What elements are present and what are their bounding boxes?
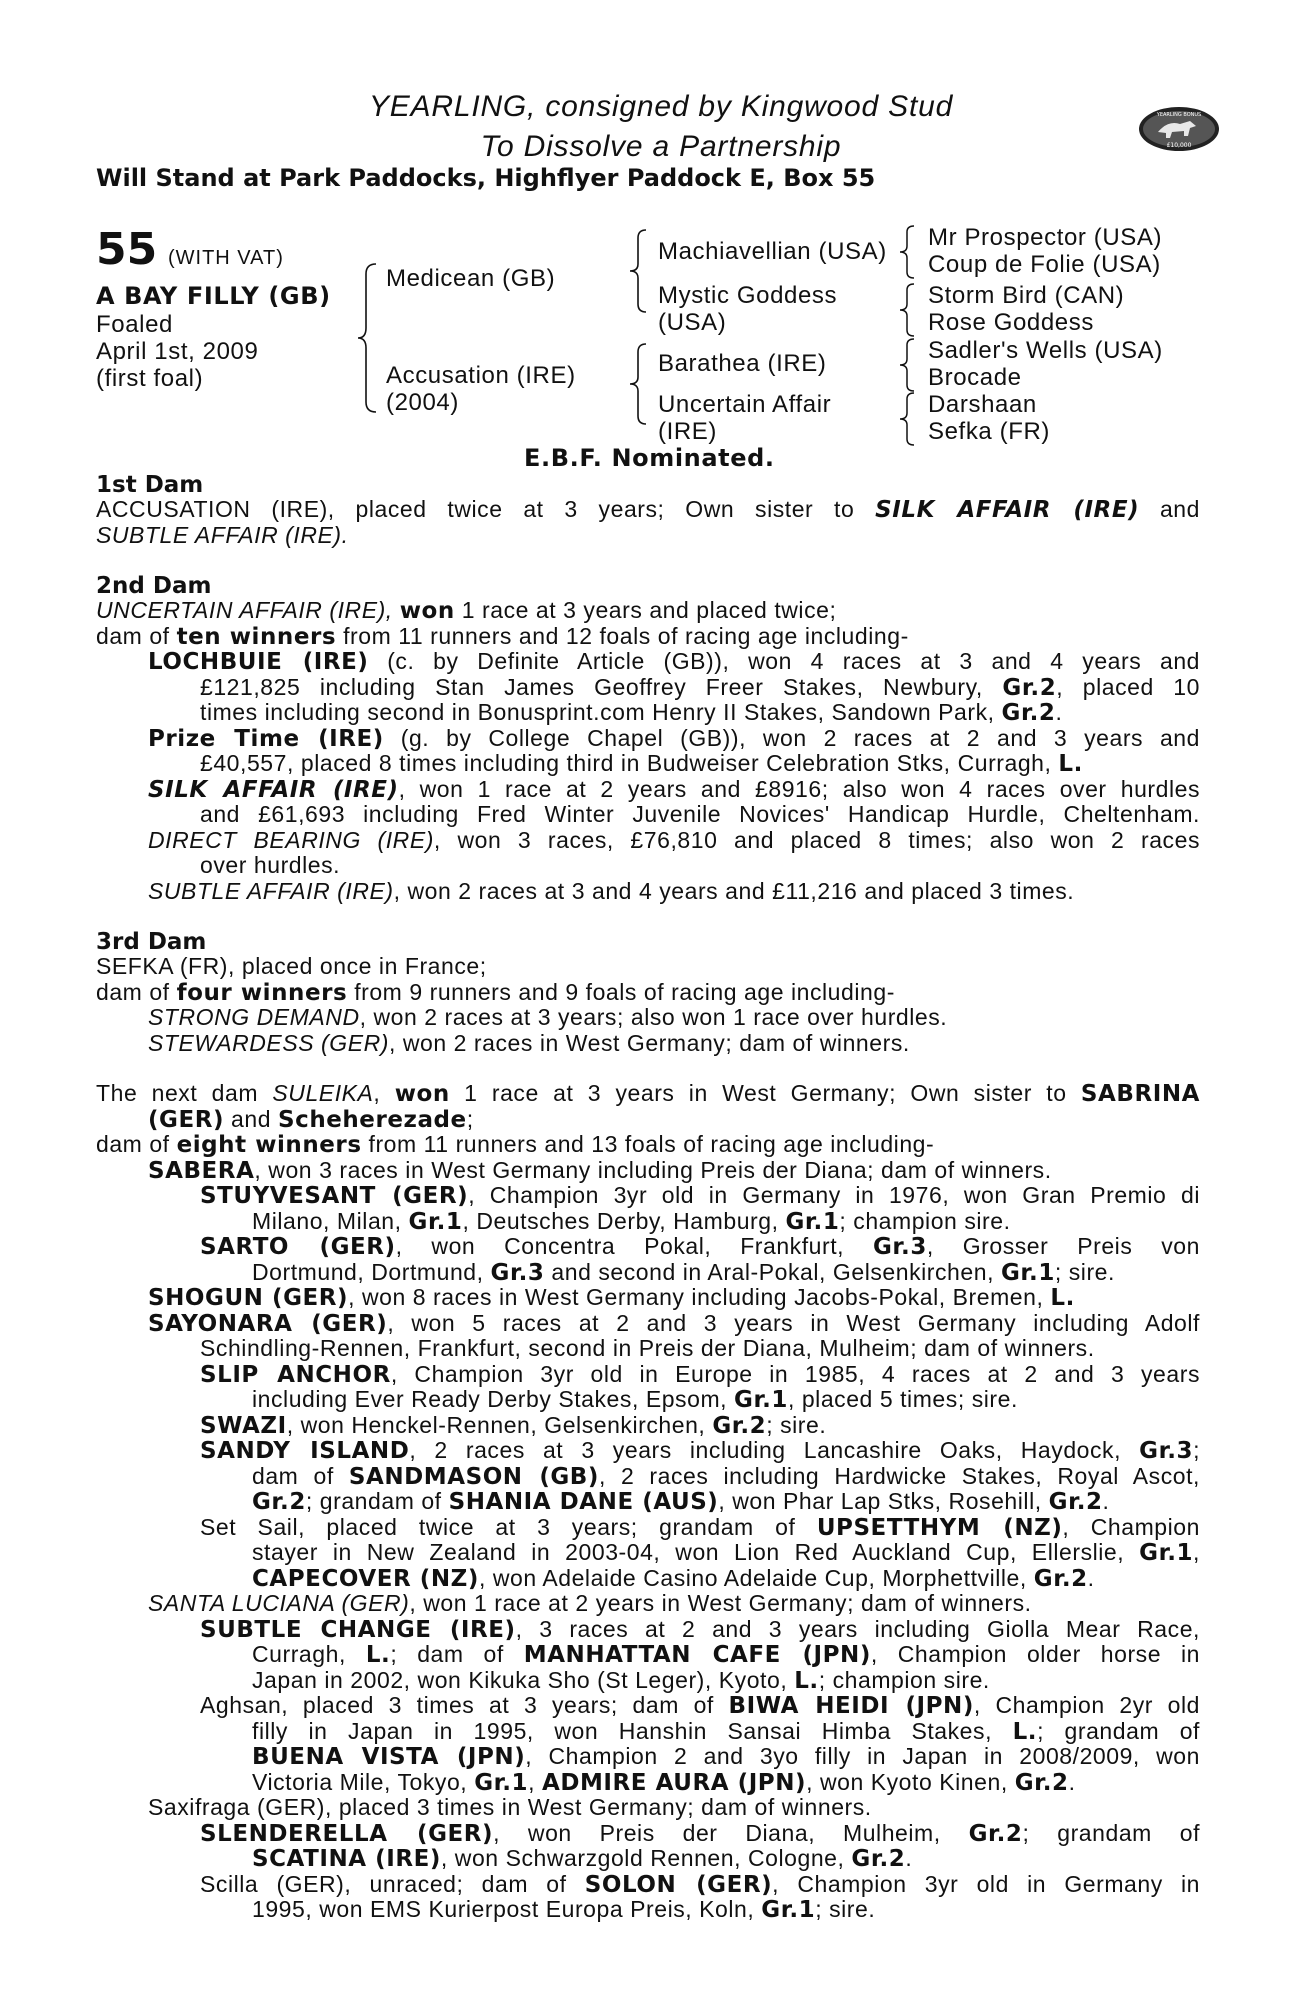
sire: Medicean (GB) (386, 265, 556, 292)
lot-name: A BAY FILLY (GB) (96, 282, 331, 310)
next-dam-line: The next dam SULEIKA, won 1 race at 3 years in West Germany; Own sister to SABRINA (96, 1080, 1200, 1107)
next-dam-line: SANDY ISLAND, 2 races at 3 years including Lancashire Oaks, Haydock, Gr.3; (200, 1437, 1201, 1464)
sire-dam-country: (USA) (658, 309, 727, 336)
sire-dam-dam: Rose Goddess (928, 309, 1094, 336)
next-dam-line: Gr.2; grandam of SHANIA DANE (AUS), won Phar Lap Stks, Rosehill, Gr.2. (252, 1488, 1110, 1515)
dam-sire-sire: Sadler's Wells (USA) (928, 337, 1163, 364)
third-dam-line: STEWARDESS (GER), won 2 races in West Germany; dam of winners. (148, 1029, 910, 1056)
vat-note: (WITH VAT) (168, 247, 284, 269)
dam-dam-country: (IRE) (658, 418, 717, 445)
next-dam-line: SWAZI, won Henckel-Rennen, Gelsenkirchen, Gr.2; sire. (200, 1411, 827, 1439)
next-dam-line: (GER) and Scheherezade; (148, 1105, 474, 1133)
next-dam-line: filly in Japan in 1995, won Hanshin Sansai Himba Stakes, L.; grandam of (252, 1717, 1200, 1745)
pedigree-brace-dam (628, 342, 650, 426)
dam-sire-dam: Brocade (928, 364, 1022, 391)
next-dam-line: Scilla (GER), unraced; dam of SOLON (GER), Champion 3yr old in Germany in (200, 1870, 1200, 1898)
third-dam-title: 3rd Dam (96, 929, 207, 955)
sire-sire-dam: Coup de Folie (USA) (928, 251, 1161, 278)
badge-bottom-text: £10,000 (1166, 142, 1192, 149)
next-dam-line: SCATINA (IRE), won Schwarzgold Rennen, Cologne, Gr.2. (252, 1845, 913, 1872)
next-dam-line: SLIP ANCHOR, Champion 3yr old in Europe in 1985, 4 races at 2 and 3 years (200, 1360, 1201, 1388)
next-dam-line: BUENA VISTA (JPN), Champion 2 and 3yo filly in Japan in 2008/2009, won (252, 1743, 1200, 1770)
sire-dam-sire: Storm Bird (CAN) (928, 282, 1125, 309)
second-dam-line: over hurdles. (200, 852, 341, 878)
ebf-nomination: E.B.F. Nominated. (524, 444, 775, 472)
first-dam-line: ACCUSATION (IRE), placed twice at 3 years; Own sister to SILK AFFAIR (IRE) and (96, 496, 1200, 523)
second-dam-section (96, 598, 1200, 904)
next-dam-line: STUYVESANT (GER), Champion 3yr old in Germany in 1976, won Gran Premio di (200, 1182, 1200, 1209)
third-dam-line: SEFKA (FR), placed once in France; (96, 953, 487, 979)
second-dam-line: LOCHBUIE (IRE) (c. by Definite Article (GB)), won 4 races at 3 and 4 years and (148, 648, 1200, 675)
second-dam-line: times including second in Bonusprint.com Henry II Stakes, Sandown Park, Gr.2. (200, 699, 1063, 726)
dam-year: (2004) (386, 389, 459, 416)
dam: Accusation (IRE) (386, 362, 576, 389)
third-dam-section (96, 954, 1200, 1056)
lot-number: 55 (96, 224, 158, 275)
next-dam-line: dam of eight winners from 11 runners and 13 foals of racing age including- (96, 1131, 935, 1158)
foaled-date: April 1st, 2009 (96, 338, 259, 365)
second-dam-line: SUBTLE AFFAIR (IRE), won 2 races at 3 and 4 years and £11,216 and placed 3 times. (148, 877, 1075, 904)
pedigree-brace-ds (898, 337, 918, 393)
second-dam-line: SILK AFFAIR (IRE), won 1 race at 2 years and £8916; also won 4 races over hurdles (148, 775, 1201, 803)
dam-dam-dam: Sefka (FR) (928, 418, 1051, 445)
next-dam-line: Dortmund, Dortmund, Gr.3 and second in Aral-Pokal, Gelsenkirchen, Gr.1; sire. (252, 1258, 1115, 1286)
third-dam-line: STRONG DEMAND, won 2 races at 3 years; also won 1 race over hurdles. (148, 1004, 948, 1030)
next-dam-line: dam of SANDMASON (GB), 2 races including Hardwicke Stakes, Royal Ascot, (252, 1462, 1200, 1490)
next-dam-line: SAYONARA (GER), won 5 races at 2 and 3 years in West Germany including Adolf (148, 1309, 1200, 1337)
sire-sire-sire: Mr Prospector (USA) (928, 224, 1163, 251)
next-dam-line: stayer in New Zealand in 2003-04, won Lion Red Auckland Cup, Ellerslie, Gr.1, (252, 1539, 1200, 1566)
first-foal-note: (first foal) (96, 365, 204, 392)
third-dam-line: dam of four winners from 9 runners and 9 foals of racing age including- (96, 978, 895, 1006)
next-dam-line: 1995, won EMS Kurierpost Europa Preis, Koln, Gr.1; sire. (252, 1896, 876, 1923)
next-dam-line: Saxifraga (GER), placed 3 times in West Germany; dam of winners. (148, 1794, 872, 1820)
pedigree-brace-main (356, 262, 380, 414)
first-dam-title: 1st Dam (96, 472, 204, 498)
next-dam-line: Victoria Mile, Tokyo, Gr.1, ADMIRE AURA (JPN), won Kyoto Kinen, Gr.2. (252, 1768, 1076, 1796)
next-dam-line: Aghsan, placed 3 times at 3 years; dam of BIWA HEIDI (JPN), Champion 2yr old (200, 1692, 1200, 1719)
next-dam-line: SLENDERELLA (GER), won Preis der Diana, Mulheim, Gr.2; grandam of (200, 1819, 1201, 1847)
consignment-line: YEARLING, consigned by Kingwood Stud (368, 90, 954, 123)
next-dam-section (96, 1081, 1200, 1923)
second-dam-line: £40,557, placed 8 times including third in Budweiser Celebration Stks, Curragh, L. (200, 750, 1083, 777)
next-dam-line: SHOGUN (GER), won 8 races in West Germany including Jacobs-Pokal, Bremen, L. (148, 1284, 1075, 1311)
next-dam-line: Curragh, L.; dam of MANHATTAN CAFE (JPN), Champion older horse in (252, 1641, 1200, 1668)
sire-sire: Machiavellian (USA) (658, 238, 887, 265)
stabling-line: Will Stand at Park Paddocks, Highflyer Paddock E, Box 55 (96, 164, 876, 192)
pedigree-brace-ss (898, 224, 918, 280)
dam-dam: Uncertain Affair (658, 391, 832, 418)
second-dam-line: and £61,693 including Fred Winter Juvenile Novices' Handicap Hurdle, Cheltenham. (200, 801, 1200, 827)
next-dam-line: Japan in 2002, won Kikuka Sho (St Leger), Kyoto, L.; champion sire. (252, 1666, 990, 1694)
next-dam-line: SUBTLE CHANGE (IRE), 3 races at 2 and 3 years including Giolla Mear Race, (200, 1615, 1200, 1643)
pedigree-brace-sire (628, 228, 650, 314)
next-dam-line: Schindling-Rennen, Frankfurt, second in Preis der Diana, Mulheim; dam of winners. (200, 1335, 1095, 1361)
next-dam-line: SABERA, won 3 races in West Germany including Preis der Diana; dam of winners. (148, 1156, 1052, 1184)
sire-dam: Mystic Goddess (658, 282, 838, 309)
next-dam-line: Set Sail, placed twice at 3 years; grandam of UPSETTHYM (NZ), Champion (200, 1513, 1200, 1541)
second-dam-line: dam of ten winners from 11 runners and 12 foals of racing age including- (96, 622, 909, 650)
second-dam-line: UNCERTAIN AFFAIR (IRE), won 1 race at 3 years and placed twice; (96, 597, 837, 624)
dam-dam-sire: Darshaan (928, 391, 1037, 418)
second-dam-line: DIRECT BEARING (IRE), won 3 races, £76,810 and placed 8 times; also won 2 races (148, 826, 1200, 853)
first-dam-line: SUBTLE AFFAIR (IRE). (96, 521, 349, 548)
first-dam-section (96, 497, 1200, 548)
next-dam-line: Milano, Milan, Gr.1, Deutsches Derby, Hamburg, Gr.1; champion sire. (252, 1207, 1011, 1235)
consignment-subline: To Dissolve a Partnership (480, 130, 842, 163)
foaled-label: Foaled (96, 311, 173, 338)
badge-top-text: YEARLING BONUS (1156, 112, 1202, 118)
dam-sire: Barathea (IRE) (658, 350, 827, 377)
second-dam-title: 2nd Dam (96, 573, 212, 599)
next-dam-line: SARTO (GER), won Concentra Pokal, Frankfurt, Gr.3, Grosser Preis von (200, 1233, 1200, 1260)
yearling-bonus-badge-icon (1138, 104, 1220, 154)
second-dam-line: £121,825 including Stan James Geoffrey Freer Stakes, Newbury, Gr.2, placed 10 (200, 673, 1200, 701)
pedigree-brace-dd (898, 391, 918, 447)
next-dam-line: including Ever Ready Derby Stakes, Epsom, Gr.1, placed 5 times; sire. (252, 1386, 1018, 1413)
next-dam-line: CAPECOVER (NZ), won Adelaide Casino Adelaide Cup, Morphettville, Gr.2. (252, 1564, 1095, 1592)
pedigree-brace-sd (898, 282, 918, 338)
second-dam-line: Prize Time (IRE) (g. by College Chapel (GB)), won 2 races at 2 and 3 years and (148, 724, 1200, 752)
next-dam-line: SANTA LUCIANA (GER), won 1 race at 2 years in West Germany; dam of winners. (148, 1590, 1032, 1616)
